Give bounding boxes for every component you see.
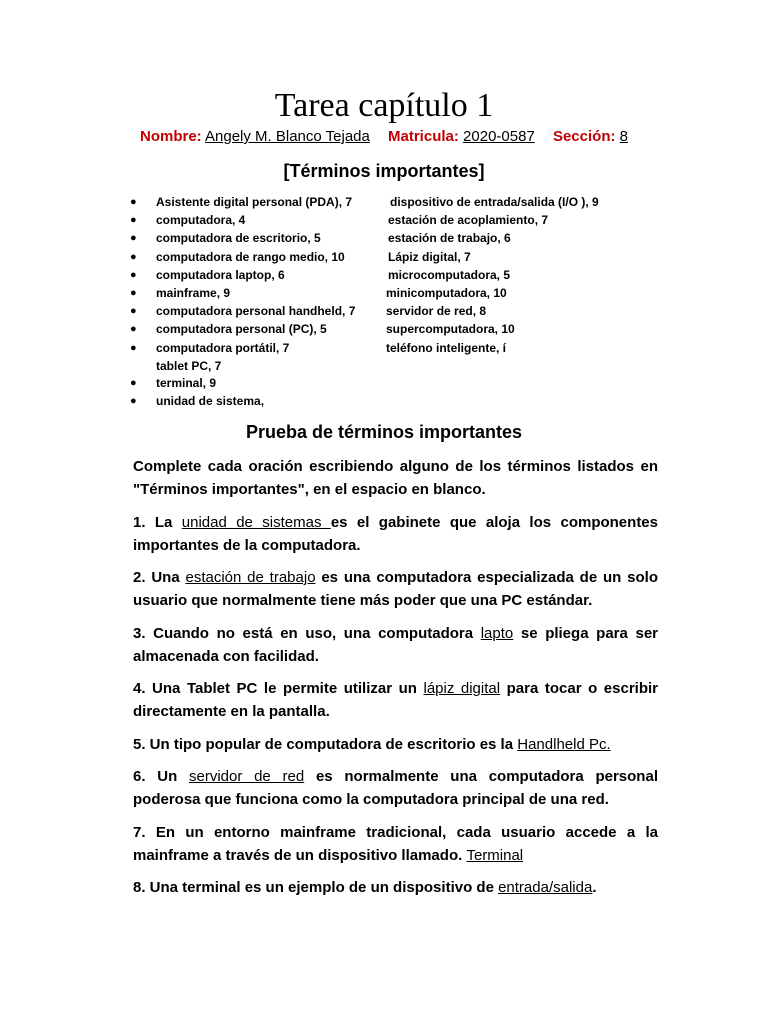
question-8 — [133, 876, 658, 899]
question-5 — [133, 733, 658, 756]
term-row — [130, 229, 650, 247]
term-right: minicomputadora, 10 — [386, 285, 507, 300]
question-2 — [133, 566, 658, 612]
question-text: 2. Una — [133, 569, 186, 586]
answer: Handlheld Pc. — [517, 735, 611, 753]
bullet-icon: ● — [130, 268, 137, 281]
intro-paragraph: Complete cada oración escribiendo alguno de los términos listados en "Términos importantes", en el espacio en blanco. — [133, 458, 658, 498]
term-left: computadora portátil, 7 — [156, 340, 290, 355]
term-row — [130, 339, 650, 357]
term-row — [130, 374, 650, 392]
term-left: computadora laptop, 6 — [156, 267, 285, 282]
question-text: 6. Un — [133, 768, 189, 785]
bullet-icon: ● — [130, 286, 137, 299]
term-right: estación de acoplamiento, 7 — [388, 213, 549, 228]
question-text: para tocar o escribir directamente en la pantalla. — [133, 680, 658, 720]
question-3 — [133, 622, 658, 668]
term-left: computadora personal (PC), 5 — [156, 322, 327, 337]
bullet-icon: ● — [130, 250, 137, 263]
term-row — [130, 248, 650, 266]
term-left: unidad de sistema, — [156, 393, 265, 408]
question-text: es una computadora especializada de un solo usuario que normalmente tiene más poder que una PC estándar. — [133, 569, 658, 609]
term-right: servidor de red, 8 — [386, 304, 487, 319]
seccion-label: Sección: — [552, 128, 616, 145]
term-right: dispositivo de entrada/salida (I/O ), 9 — [390, 195, 599, 209]
question-1 — [133, 511, 658, 557]
question-text: se pliega para ser almacenada con facilidad. — [133, 624, 658, 665]
bullet-icon: ● — [130, 323, 137, 336]
answer: entrada/salida — [498, 879, 593, 896]
question-text: 5. Un tipo popular de computadora de escritorio es la — [133, 735, 518, 753]
answer: lapto — [480, 624, 514, 642]
term-row — [130, 193, 650, 211]
question-text: . — [592, 879, 597, 896]
term-left: computadora de rango medio, 10 — [156, 249, 345, 264]
term-row — [130, 320, 650, 338]
term-row — [130, 284, 650, 302]
name-label: Nombre: — [140, 128, 202, 145]
term-left: computadora de escritorio, 5 — [156, 231, 321, 246]
quiz-title: Prueba de términos importantes — [245, 422, 523, 442]
bullet-icon: ● — [130, 232, 137, 245]
term-right: microcomputadora, 5 — [388, 267, 511, 282]
term-row — [130, 392, 650, 410]
term-left: mainframe, 9 — [156, 285, 231, 300]
bullet-icon: ● — [130, 394, 137, 407]
matricula-value: 2020-0587 — [463, 128, 535, 145]
question-text: es normalmente una computadora personal poderosa que funciona como la computadora principal de una red. — [133, 768, 658, 808]
bullet-icon: ● — [130, 196, 137, 208]
term-right: Lápiz digital, 7 — [388, 249, 471, 264]
seccion-value: 8 — [619, 128, 628, 145]
term-right: estación de trabajo, 6 — [388, 231, 511, 246]
term-right: supercomputadora, 10 — [386, 322, 515, 337]
term-row — [130, 357, 650, 374]
bullet-icon: ● — [130, 214, 137, 227]
bullet-icon: ● — [130, 376, 137, 389]
answer: estación de trabajo — [185, 569, 316, 586]
matricula-label: Matricula: — [388, 128, 459, 145]
name-value: Angely M. Blanco Tejada — [205, 128, 370, 145]
term-row — [130, 211, 650, 229]
question-text: 7. En un entorno mainframe tradicional, cada usuario accede a la mainframe a través de un dispositivo llamado. — [133, 823, 658, 864]
term-left: Asistente digital personal (PDA), 7 — [156, 195, 353, 209]
term-left: tablet PC, 7 — [156, 358, 222, 373]
student-info — [0, 126, 768, 148]
term-row — [130, 302, 650, 320]
answer: lápiz digital — [423, 680, 501, 697]
term-row — [130, 266, 650, 284]
answer: unidad de sistemas — [181, 513, 331, 531]
bullet-icon: ● — [130, 305, 137, 318]
term-right: teléfono inteligente, í — [386, 340, 507, 355]
question-6 — [133, 765, 658, 811]
question-text: 3. Cuando no está en uso, una computadora — [133, 624, 481, 642]
term-left: computadora personal handheld, 7 — [156, 304, 356, 319]
terms-heading: [Términos importantes] — [283, 161, 485, 181]
question-4 — [133, 677, 658, 723]
term-left: terminal, 9 — [156, 375, 217, 390]
question-7 — [133, 821, 658, 867]
question-text: 4. Una Tablet PC le permite utilizar un — [133, 680, 424, 697]
answer: servidor de red — [189, 768, 305, 785]
page-title: Tarea capítulo 1 — [274, 87, 494, 124]
answer: Terminal — [466, 846, 524, 864]
term-left: computadora, 4 — [156, 213, 246, 228]
question-text: 1. La — [133, 513, 182, 531]
quiz-body — [133, 455, 658, 909]
terms-list — [130, 193, 650, 410]
bullet-icon: ● — [130, 341, 137, 354]
question-text: es el gabinete que aloja los componentes importantes de la computadora. — [133, 513, 658, 554]
question-text: 8. Una terminal es un ejemplo de un dispositivo de — [133, 879, 499, 896]
